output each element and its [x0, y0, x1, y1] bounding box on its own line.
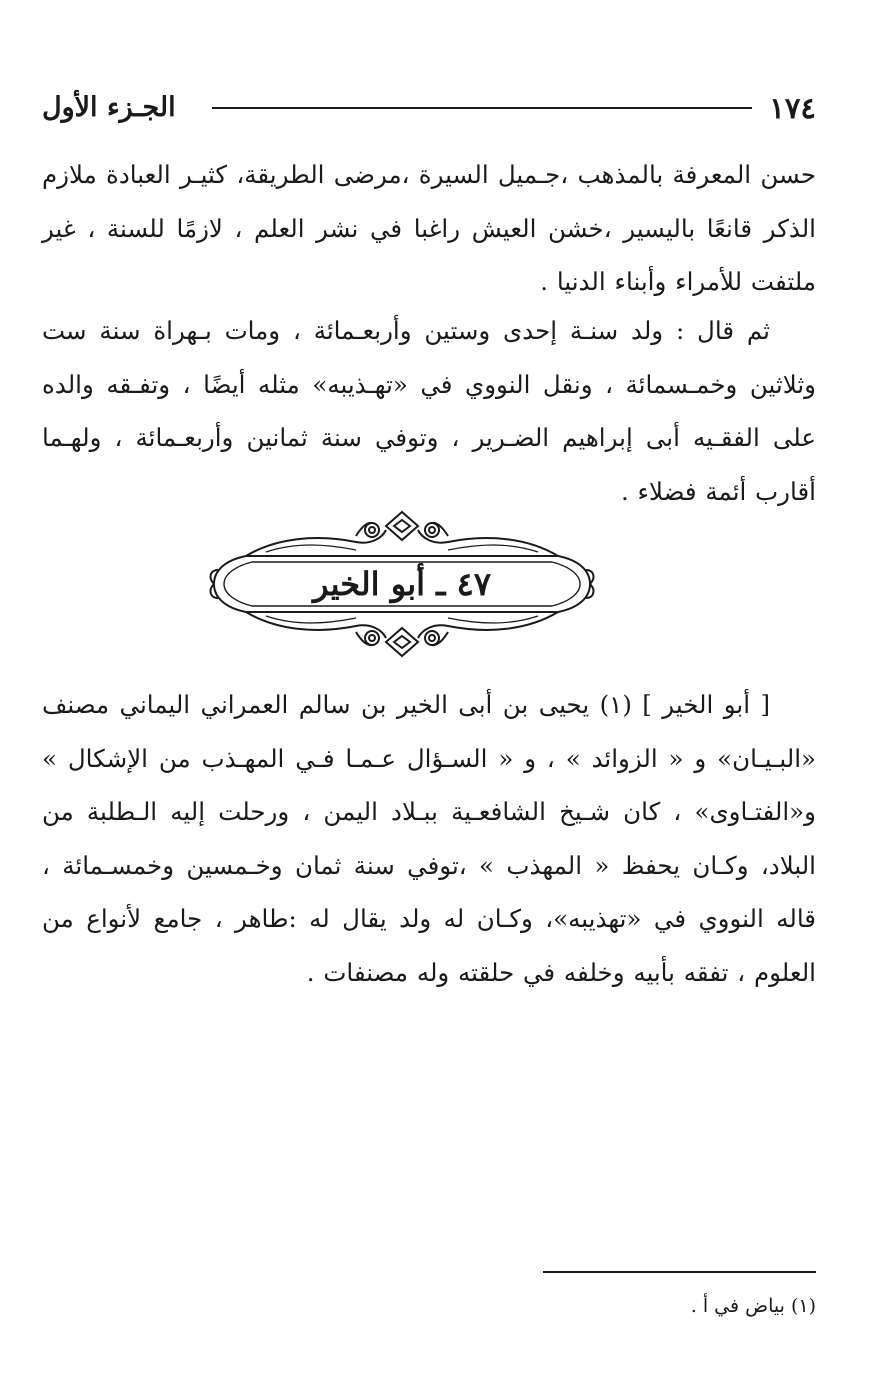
volume-title: الجـزء الأول — [42, 92, 176, 123]
body-paragraph: ثم قال : ولد سنـة إحدى وستين وأربعـمائة ، ومات بـهراة سنة ست وثلاثين وخمـسمائة ، ونقل النووي في «تهـذيبه» مثله أيضًا ، وتفـقه والده على الفقـيه أبى إبراهيم الضـرير ، وتوفي سنة ثمانين وأربعـمائة ، ولهـما أقارب أئمة فضلاء . — [42, 316, 816, 506]
page-number: ١٧٤ — [769, 91, 816, 125]
running-header — [42, 88, 816, 128]
footnote-rule — [543, 1271, 816, 1273]
body-paragraph: [ أبو الخير ] (١) يحيى بن أبى الخير بن سالم العمراني اليماني مصنف «البـيـان» و « الزوائد » ، و « السـؤال عـمـا فـي المهـذب من الإشكال » و«الفتـاوى» ، كان شـيخ الشافعـية ببـلاد اليمن ، ورحلت إليه الـطلبة من البلاد، وكـان يحفظ « المهذب » ،توفي سنة ثمان وخـمسين وخمسـمائة ، قاله النووي في «تهذيبه»، وكـان له ولد يقال له :طاهر ، جامع لأنواع من العلوم ، تفقه بأبيه وخلفه في حلقته وله مصنفات . — [42, 690, 816, 987]
body-paragraph: حسن المعرفة بالمذهب ،جـميل السيرة ،مرضى الطريقة، كثيـر العبادة ملازم الذكر قانعًا باليسير ،خشن العيش راغبا في نشر العلم ، لازمًا للسنة ، غير ملتفت للأمراء وأبناء الدنيا . — [42, 160, 816, 296]
entry-title-cartouche — [206, 508, 598, 660]
entry-title: ٤٧ ـ أبو الخير — [312, 565, 492, 603]
footnote: (١) بياض في أ . — [690, 1295, 816, 1317]
header-rule — [212, 107, 752, 109]
